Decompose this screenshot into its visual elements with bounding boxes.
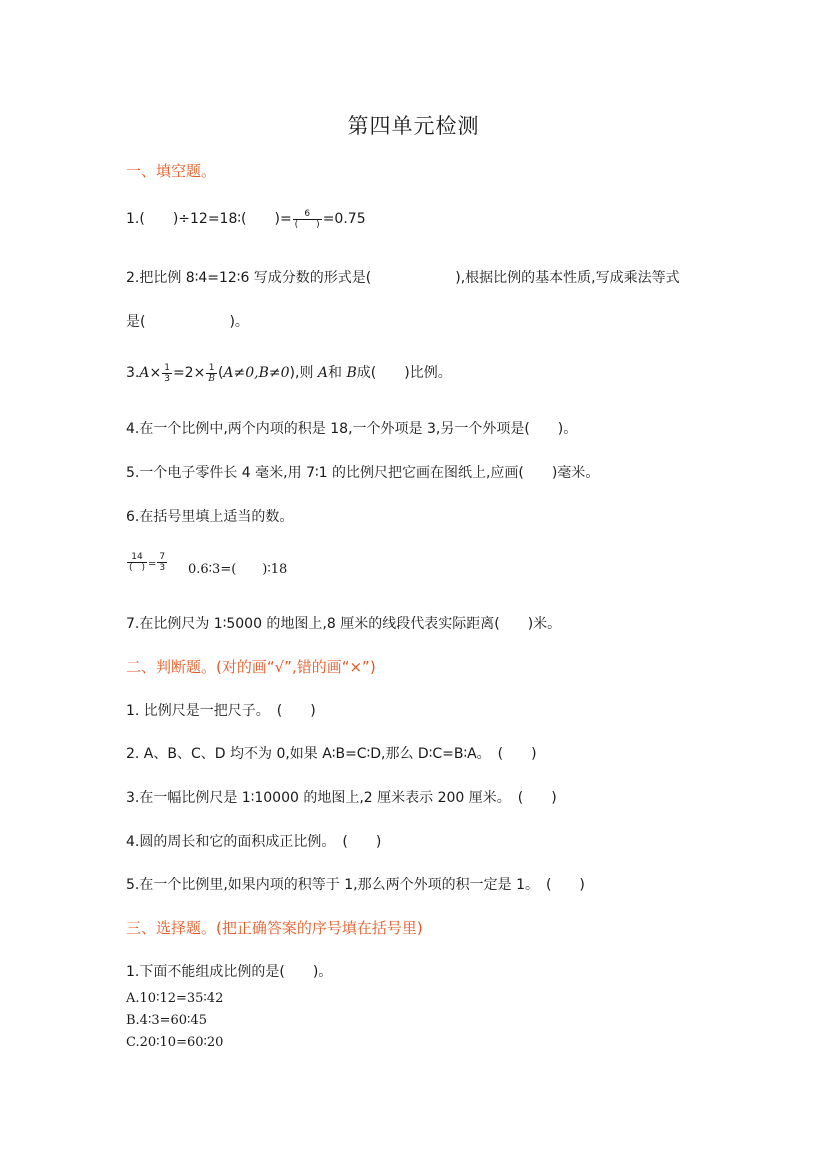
q1-text-post: =0.75 <box>322 211 366 227</box>
q3-f2-denominator: B <box>208 373 215 384</box>
q1-fraction-denominator: ( ) <box>294 219 320 230</box>
question-1-6: 6.在括号里填上适当的数。 <box>126 509 294 525</box>
page-title: 第四单元检测 <box>347 114 480 138</box>
option-a: A.10∶12=35∶42 <box>126 991 224 1006</box>
section-heading-fill-blank: 一、填空题。 <box>126 162 217 180</box>
q3-condition: A≠0,B≠0 <box>223 365 290 381</box>
q6-f1-numerator: 14 <box>127 552 147 563</box>
option-c: C.20∶10=60∶20 <box>126 1035 224 1050</box>
q3-times: × <box>149 365 162 381</box>
question-1-6a <box>126 552 168 573</box>
question-2-2: 2. A、B、C、D 均不为 0,如果 A∶B=C∶D,那么 D∶C=B∶A。 ( ) <box>126 746 537 762</box>
question-1-5: 5.一个电子零件长 4 毫米,用 7∶1 的比例尺把它画在图纸上,应画( )毫米。 <box>126 465 600 481</box>
q1-text-pre: 1.( )÷12=18∶( )= <box>126 211 292 227</box>
q3-var-a: A <box>139 365 150 381</box>
q6-f2-denominator: 3 <box>159 563 166 573</box>
section-heading-multiple-choice: 三、选择题。(把正确答案的序号填在括号里) <box>126 919 423 937</box>
q3-text-4: ),则 <box>289 365 318 381</box>
q3-number: 3. <box>126 365 140 381</box>
q6-equals: = <box>148 558 157 570</box>
question-1-7: 7.在比例尺为 1∶5000 的地图上,8 厘米的线段代表实际距离( )米。 <box>126 616 562 632</box>
q3-f1-numerator: 1 <box>164 362 170 373</box>
q3-fraction-1 <box>162 363 172 384</box>
q3-text-3: ( <box>217 365 224 381</box>
question-1-2-line2: 是( )。 <box>126 314 249 330</box>
question-2-5: 5.在一个比例里,如果内项的积等于 1,那么两个外项的积一定是 1。 ( ) <box>126 877 585 893</box>
section-heading-true-false: 二、判断题。(对的画“√”,错的画“×”) <box>126 658 376 676</box>
q6-f2-numerator: 7 <box>159 552 166 562</box>
q3-text-6: 成( )比例。 <box>356 365 452 381</box>
q3-text-5: 和 <box>328 365 347 381</box>
q6-fraction-1 <box>127 552 147 573</box>
q1-fraction-numerator: 6 <box>293 209 322 220</box>
question-1-2-line1: 2.把比例 8∶4=12∶6 写成分数的形式是( ),根据比例的基本性质,写成乘法等式 <box>126 270 680 286</box>
question-2-1: 1. 比例尺是一把尺子。 ( ) <box>126 703 316 719</box>
question-1-4: 4.在一个比例中,两个内项的积是 18,一个外项是 3,另一个外项是( )。 <box>126 421 578 437</box>
q1-fraction <box>293 209 322 230</box>
q3-var-b2: B <box>346 365 357 381</box>
q6-f1-denominator: ( ) <box>129 563 146 573</box>
question-1-3 <box>126 362 452 384</box>
q3-var-a2: A <box>317 365 329 381</box>
question-3-1: 1.下面不能组成比例的是( )。 <box>126 964 333 980</box>
question-1-6b: 0.6∶3=( )∶18 <box>188 562 288 577</box>
question-1-1 <box>126 208 366 230</box>
q3-f2-numerator: 1 <box>206 363 217 374</box>
q3-fraction-2 <box>206 363 217 384</box>
question-2-3: 3.在一幅比例尺是 1∶10000 的地图上,2 厘米表示 200 厘米。 ( ) <box>126 790 557 806</box>
q3-f1-denominator: 3 <box>164 373 170 384</box>
q3-text-2: =2× <box>172 365 206 381</box>
option-b: B.4∶3=60∶45 <box>126 1013 207 1028</box>
q6-fraction-2 <box>157 552 167 573</box>
question-2-4: 4.圆的周长和它的面积成正比例。 ( ) <box>126 834 382 850</box>
